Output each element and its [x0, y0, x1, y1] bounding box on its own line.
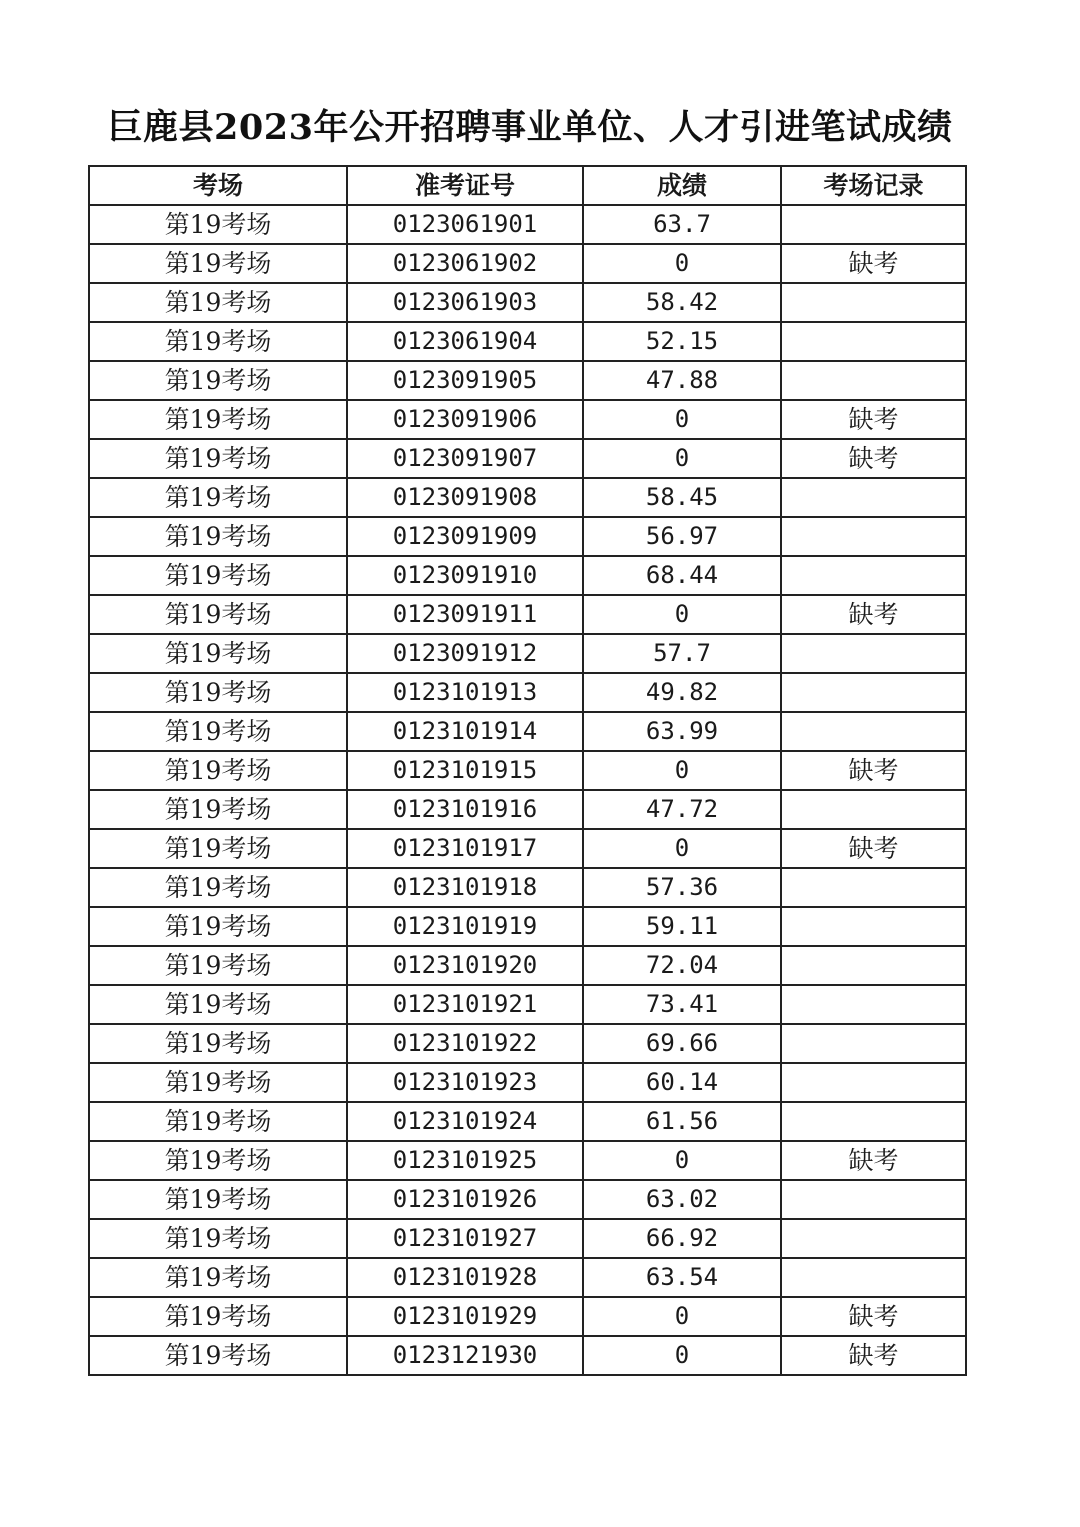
cell-exam-room: 第19考场: [89, 634, 347, 673]
cell-exam-record: 缺考: [781, 751, 966, 790]
cell-exam-room: 第19考场: [89, 868, 347, 907]
cell-ticket-number: 0123091912: [347, 634, 583, 673]
cell-exam-room: 第19考场: [89, 1258, 347, 1297]
cell-ticket-number: 0123101919: [347, 907, 583, 946]
cell-ticket-number: 0123101923: [347, 1063, 583, 1102]
header-exam-room: 考场: [89, 166, 347, 205]
cell-exam-room: 第19考场: [89, 946, 347, 985]
table-row: [89, 673, 966, 712]
cell-score: 58.45: [583, 478, 781, 517]
table-row: [89, 1102, 966, 1141]
table-body: [89, 205, 966, 1375]
cell-exam-record: [781, 556, 966, 595]
cell-exam-record: [781, 1102, 966, 1141]
cell-exam-record: [781, 1063, 966, 1102]
cell-exam-record: 缺考: [781, 1336, 966, 1375]
cell-score: 47.72: [583, 790, 781, 829]
table-row: [89, 1141, 966, 1180]
cell-ticket-number: 0123091907: [347, 439, 583, 478]
cell-score: 66.92: [583, 1219, 781, 1258]
cell-score: 0: [583, 595, 781, 634]
table-header: [89, 166, 966, 205]
cell-exam-room: 第19考场: [89, 517, 347, 556]
cell-exam-room: 第19考场: [89, 1219, 347, 1258]
cell-exam-record: [781, 517, 966, 556]
cell-exam-room: 第19考场: [89, 751, 347, 790]
cell-exam-record: [781, 907, 966, 946]
cell-score: 63.7: [583, 205, 781, 244]
cell-exam-record: 缺考: [781, 1297, 966, 1336]
cell-exam-record: [781, 946, 966, 985]
table-row: [89, 439, 966, 478]
cell-exam-record: [781, 634, 966, 673]
cell-score: 56.97: [583, 517, 781, 556]
table-row: [89, 361, 966, 400]
cell-score: 0: [583, 1141, 781, 1180]
cell-ticket-number: 0123101927: [347, 1219, 583, 1258]
cell-ticket-number: 0123061904: [347, 322, 583, 361]
cell-exam-record: [781, 205, 966, 244]
cell-exam-room: 第19考场: [89, 205, 347, 244]
cell-exam-room: 第19考场: [89, 907, 347, 946]
cell-exam-record: [781, 1219, 966, 1258]
cell-score: 60.14: [583, 1063, 781, 1102]
cell-score: 63.99: [583, 712, 781, 751]
cell-exam-room: 第19考场: [89, 1297, 347, 1336]
cell-ticket-number: 0123101922: [347, 1024, 583, 1063]
table-row: [89, 244, 966, 283]
table-row: [89, 790, 966, 829]
table-row: [89, 634, 966, 673]
cell-ticket-number: 0123091911: [347, 595, 583, 634]
cell-ticket-number: 0123121930: [347, 1336, 583, 1375]
cell-score: 0: [583, 1297, 781, 1336]
table-row: [89, 1336, 966, 1375]
cell-ticket-number: 0123101913: [347, 673, 583, 712]
cell-ticket-number: 0123091909: [347, 517, 583, 556]
cell-ticket-number: 0123101921: [347, 985, 583, 1024]
cell-ticket-number: 0123091910: [347, 556, 583, 595]
table-row: [89, 751, 966, 790]
cell-exam-record: [781, 1258, 966, 1297]
cell-score: 61.56: [583, 1102, 781, 1141]
cell-score: 68.44: [583, 556, 781, 595]
cell-score: 47.88: [583, 361, 781, 400]
cell-score: 0: [583, 439, 781, 478]
cell-exam-room: 第19考场: [89, 1336, 347, 1375]
cell-ticket-number: 0123061903: [347, 283, 583, 322]
cell-exam-room: 第19考场: [89, 829, 347, 868]
table-row: [89, 283, 966, 322]
cell-exam-room: 第19考场: [89, 595, 347, 634]
cell-exam-room: 第19考场: [89, 1180, 347, 1219]
cell-ticket-number: 0123101914: [347, 712, 583, 751]
cell-exam-record: [781, 361, 966, 400]
cell-exam-record: 缺考: [781, 400, 966, 439]
table-row: [89, 478, 966, 517]
cell-exam-room: 第19考场: [89, 1102, 347, 1141]
table-row: [89, 322, 966, 361]
cell-ticket-number: 0123101916: [347, 790, 583, 829]
table-row: [89, 985, 966, 1024]
cell-exam-room: 第19考场: [89, 790, 347, 829]
cell-exam-record: [781, 712, 966, 751]
cell-exam-record: [781, 985, 966, 1024]
header-exam-record: 考场记录: [781, 166, 966, 205]
table-row: [89, 1063, 966, 1102]
cell-exam-record: [781, 790, 966, 829]
cell-exam-room: 第19考场: [89, 673, 347, 712]
table-row: [89, 868, 966, 907]
cell-exam-room: 第19考场: [89, 985, 347, 1024]
table-row: [89, 400, 966, 439]
cell-exam-record: [781, 673, 966, 712]
cell-ticket-number: 0123101925: [347, 1141, 583, 1180]
table-row: [89, 205, 966, 244]
table-row: [89, 1180, 966, 1219]
cell-score: 0: [583, 244, 781, 283]
cell-ticket-number: 0123101924: [347, 1102, 583, 1141]
cell-exam-record: 缺考: [781, 595, 966, 634]
cell-exam-record: [781, 1024, 966, 1063]
table-row: [89, 1297, 966, 1336]
cell-score: 73.41: [583, 985, 781, 1024]
cell-exam-room: 第19考场: [89, 1024, 347, 1063]
cell-exam-room: 第19考场: [89, 1141, 347, 1180]
cell-exam-record: 缺考: [781, 829, 966, 868]
table-row: [89, 1258, 966, 1297]
cell-ticket-number: 0123101929: [347, 1297, 583, 1336]
cell-score: 57.36: [583, 868, 781, 907]
cell-exam-record: 缺考: [781, 1141, 966, 1180]
cell-ticket-number: 0123061901: [347, 205, 583, 244]
table-row: [89, 1024, 966, 1063]
cell-ticket-number: 0123101920: [347, 946, 583, 985]
cell-exam-room: 第19考场: [89, 1063, 347, 1102]
header-score: 成绩: [583, 166, 781, 205]
cell-ticket-number: 0123101928: [347, 1258, 583, 1297]
cell-exam-room: 第19考场: [89, 361, 347, 400]
table-row: [89, 1219, 966, 1258]
cell-score: 63.02: [583, 1180, 781, 1219]
cell-exam-record: 缺考: [781, 244, 966, 283]
cell-exam-room: 第19考场: [89, 322, 347, 361]
header-row: [89, 166, 966, 205]
cell-ticket-number: 0123101918: [347, 868, 583, 907]
table-row: [89, 946, 966, 985]
cell-exam-record: [781, 1180, 966, 1219]
cell-score: 0: [583, 400, 781, 439]
table-row: [89, 829, 966, 868]
cell-ticket-number: 0123091906: [347, 400, 583, 439]
page-title: 巨鹿县2023年公开招聘事业单位、人才引进笔试成绩: [107, 107, 953, 148]
cell-exam-record: 缺考: [781, 439, 966, 478]
cell-exam-room: 第19考场: [89, 556, 347, 595]
cell-score: 49.82: [583, 673, 781, 712]
cell-exam-room: 第19考场: [89, 439, 347, 478]
cell-exam-room: 第19考场: [89, 244, 347, 283]
cell-score: 72.04: [583, 946, 781, 985]
cell-exam-room: 第19考场: [89, 283, 347, 322]
cell-exam-room: 第19考场: [89, 400, 347, 439]
header-ticket-number: 准考证号: [347, 166, 583, 205]
cell-ticket-number: 0123101926: [347, 1180, 583, 1219]
cell-ticket-number: 0123061902: [347, 244, 583, 283]
cell-score: 63.54: [583, 1258, 781, 1297]
cell-exam-room: 第19考场: [89, 478, 347, 517]
cell-score: 59.11: [583, 907, 781, 946]
cell-exam-record: [781, 322, 966, 361]
cell-score: 0: [583, 829, 781, 868]
table-row: [89, 595, 966, 634]
cell-ticket-number: 0123091908: [347, 478, 583, 517]
table-row: [89, 712, 966, 751]
table-row: [89, 556, 966, 595]
cell-score: 0: [583, 751, 781, 790]
cell-score: 52.15: [583, 322, 781, 361]
cell-score: 0: [583, 1336, 781, 1375]
cell-exam-record: [781, 478, 966, 517]
cell-exam-room: 第19考场: [89, 712, 347, 751]
cell-exam-record: [781, 868, 966, 907]
cell-exam-record: [781, 283, 966, 322]
table-row: [89, 907, 966, 946]
cell-ticket-number: 0123091905: [347, 361, 583, 400]
table-row: [89, 517, 966, 556]
cell-score: 57.7: [583, 634, 781, 673]
cell-score: 58.42: [583, 283, 781, 322]
cell-score: 69.66: [583, 1024, 781, 1063]
cell-ticket-number: 0123101917: [347, 829, 583, 868]
cell-ticket-number: 0123101915: [347, 751, 583, 790]
score-table: [88, 165, 967, 1376]
